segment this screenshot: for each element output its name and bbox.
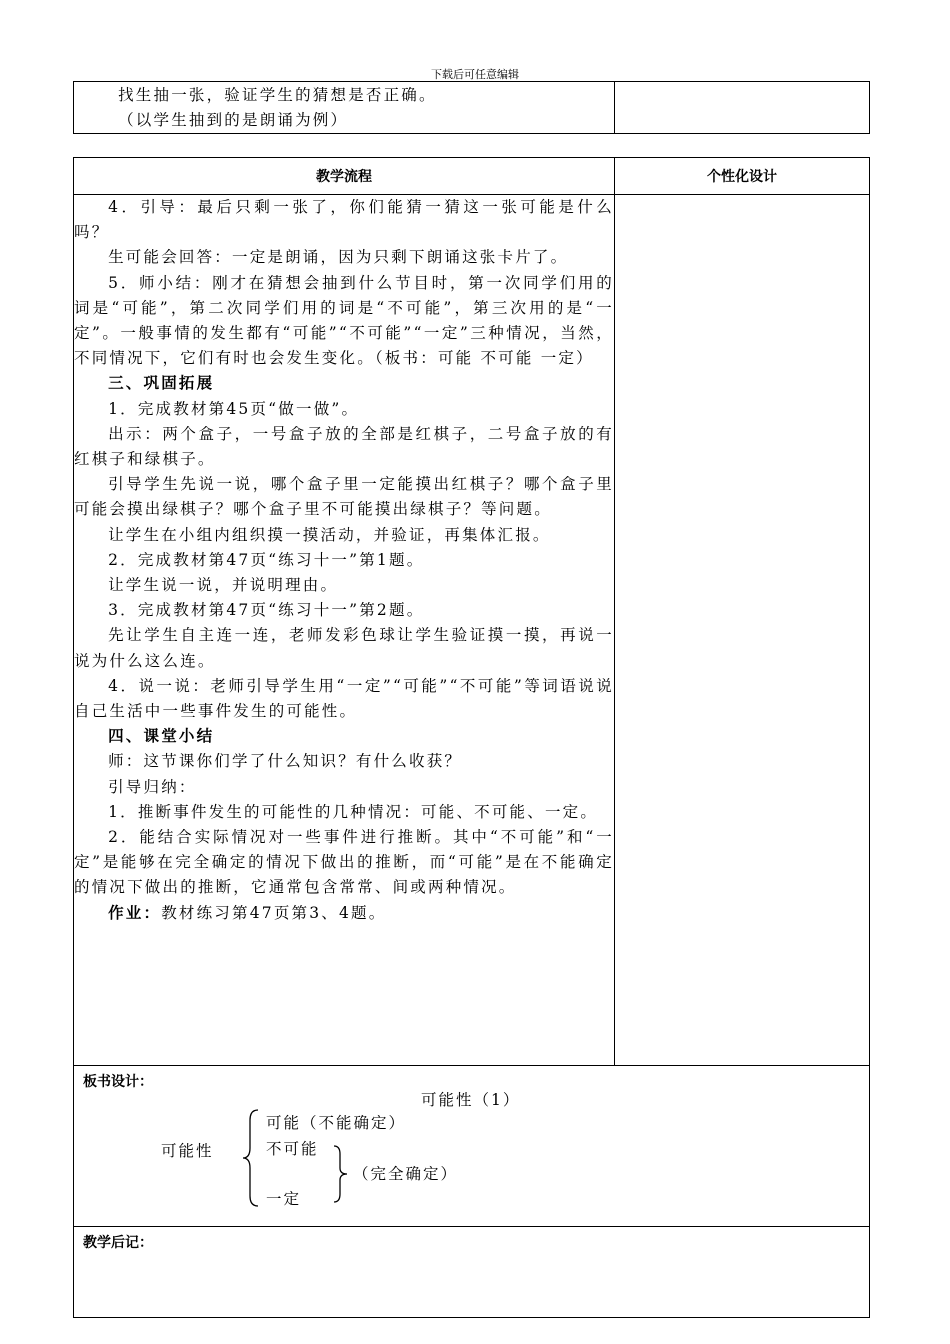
flow-paragraph: 2．能结合实际情况对一些事件进行推断。其中“不可能”和“一定”是能够在完全确定的情况下做出的推断，而“可能”是在不能确定的情况下做出的推断，它通常包含常常、间或两种情况。 <box>74 828 614 897</box>
board-item-certain: 一定 <box>266 1190 302 1208</box>
flow-paragraph: 引导学生先说一说，哪个盒子里一定能摸出红棋子？哪个盒子里可能会摸出绿棋子？哪个盒子里不可能摸出绿棋子？等问题。 <box>74 475 614 519</box>
flow-paragraph: 让学生在小组内组织摸一摸活动，并验证，再集体汇报。 <box>108 525 551 544</box>
section-heading: 三、巩固拓展 <box>108 374 215 393</box>
flow-paragraph: 2．完成教材第47页“练习十一”第1题。 <box>108 550 425 569</box>
board-item-possible: 可能（不能确定） <box>266 1114 407 1132</box>
flow-paragraph: 引导归纳： <box>108 777 197 796</box>
right-brace-icon <box>333 1144 349 1204</box>
top-table <box>73 81 870 134</box>
top-row-2: （以学生抽到的是朗诵为例） <box>118 111 349 130</box>
flow-cell <box>74 195 615 1066</box>
flow-paragraph: 师：这节课你们学了什么知识？有什么收获？ <box>108 752 463 771</box>
board-item-impossible: 不可能 <box>266 1140 319 1158</box>
flow-paragraph: 先让学生自主连一连，老师发彩色球让学生验证摸一摸，再说一说为什么这么连。 <box>74 626 614 670</box>
top-personal-cell <box>615 82 870 134</box>
flow-paragraph: 生可能会回答：一定是朗诵，因为只剩下朗诵这张卡片了。 <box>108 248 569 267</box>
homework-label: 作业： <box>108 903 162 922</box>
homework-text: 教材练习第47页第3、4题。 <box>161 903 387 922</box>
board-note-certain: （完全确定） <box>353 1165 459 1183</box>
flow-paragraph: 3．完成教材第47页“练习十一”第2题。 <box>108 601 425 620</box>
flow-paragraph: 4．说一说：老师引导学生用“一定”“可能”“不可能”等词语说说自己生活中一些事件发生的可能性。 <box>74 676 614 721</box>
flow-paragraph: 出示：两个盒子，一号盒子放的全部是红棋子，二号盒子放的有红棋子和绿棋子。 <box>74 424 614 469</box>
main-table <box>73 157 870 1318</box>
header-flow: 教学流程 <box>74 158 615 195</box>
postscript-cell <box>74 1227 870 1318</box>
top-flow-cell <box>74 82 615 134</box>
left-brace-icon <box>242 1108 260 1208</box>
postscript-label: 教学后记： <box>83 1235 153 1251</box>
board-design-label: 板书设计： <box>83 1074 153 1090</box>
board-title: 可能性（1） <box>421 1091 521 1109</box>
flow-paragraph: 4．引导：最后只剩一张了，你们能猜一猜这一张可能是什么吗？ <box>74 198 614 242</box>
header-note: 下载后可任意编辑 <box>431 68 519 81</box>
flow-paragraph: 1．完成教材第45页“做一做”。 <box>108 399 360 418</box>
flow-paragraph: 1．推断事件发生的可能性的几种情况：可能、不可能、一定。 <box>108 802 599 821</box>
personal-cell <box>615 195 870 1066</box>
board-design-cell <box>74 1066 870 1227</box>
top-row-1: 找生抽一张，验证学生的猜想是否正确。 <box>118 86 437 104</box>
homework-line <box>74 901 614 926</box>
section-heading: 四、课堂小结 <box>108 727 215 746</box>
board-root: 可能性 <box>161 1142 214 1160</box>
header-personal: 个性化设计 <box>615 158 870 195</box>
flow-paragraph: 让学生说一说，并说明理由。 <box>108 576 339 595</box>
flow-paragraph: 5．师小结：刚才在猜想会抽到什么节目时，第一次同学们用的词是“可能”，第二次同学们用的词是“不可能”，第三次用的是“一定”。一般事情的发生都有“可能”“不可能”“一定”三种情况，当然，不同情况下，它们有时也会发生变化。（板书：可能 不可能 一定） <box>74 273 614 368</box>
